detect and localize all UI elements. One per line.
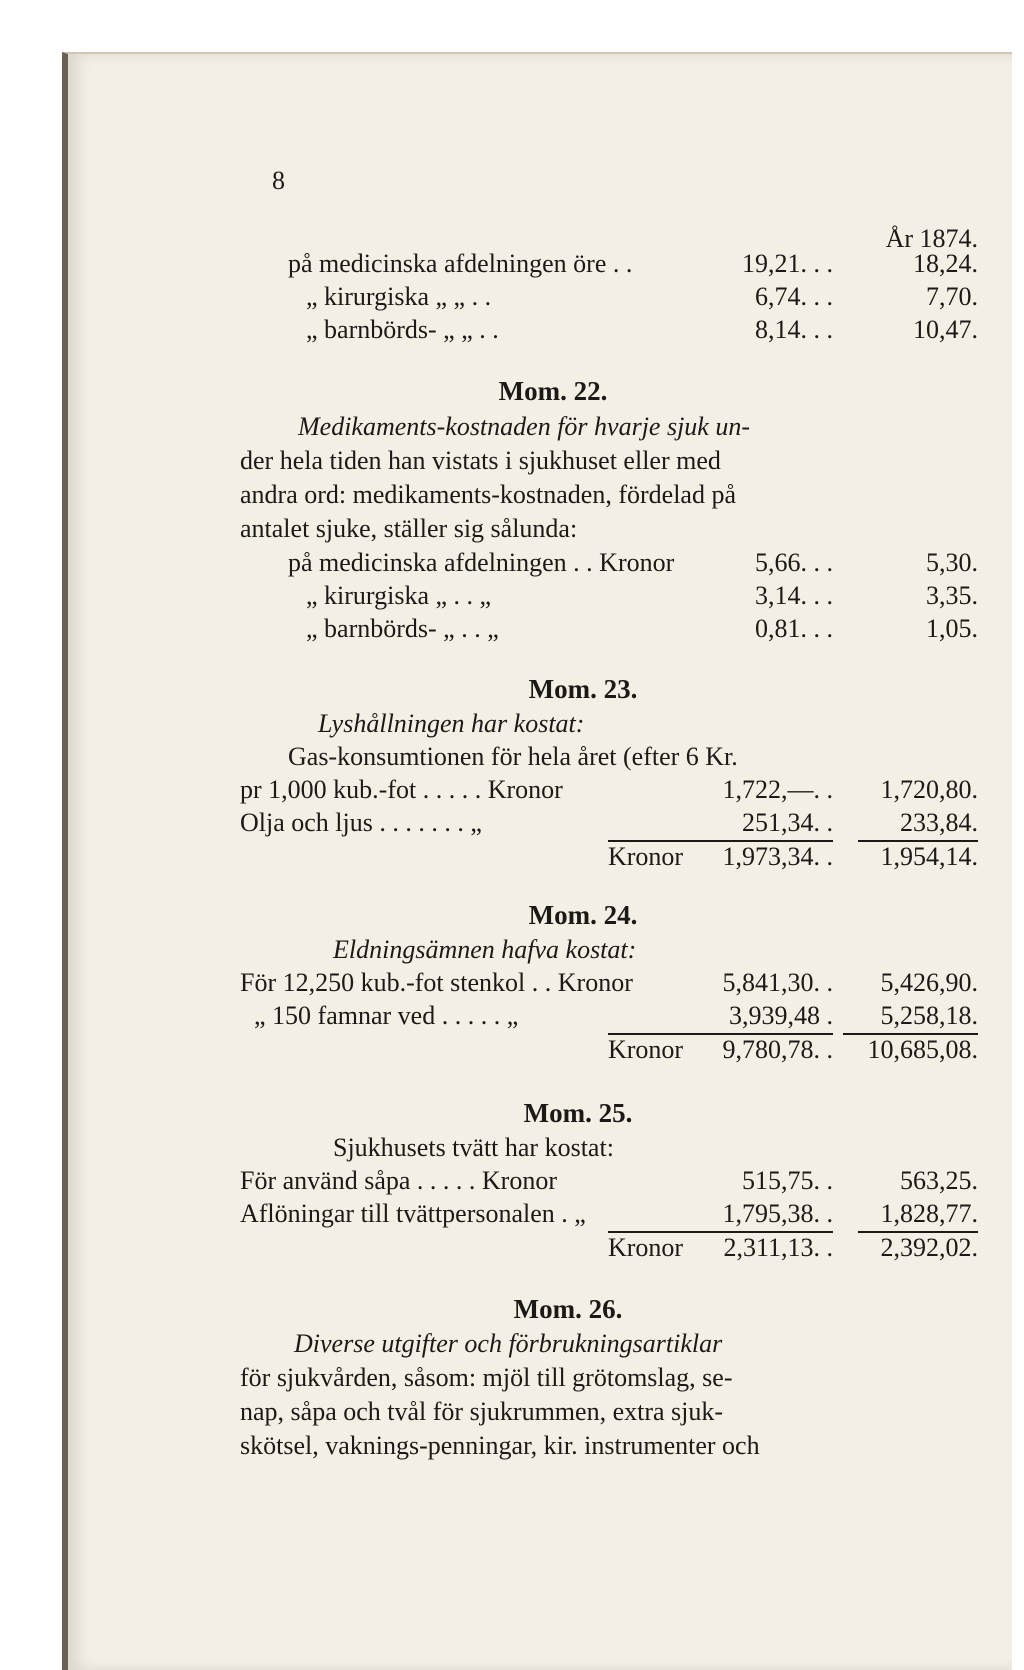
m25-row-v1: 515,75. .: [742, 1166, 833, 1195]
s1-row-v1: 19,21. . .: [742, 249, 833, 278]
s1-row-v2: 10,47.: [913, 315, 978, 344]
paragraph-line: Lyshållningen har kostat:: [318, 709, 585, 738]
paragraph-line: Medikaments-kostnaden för hvarje sjuk un-: [298, 412, 751, 441]
m23-row-v1: 1,722,—. .: [722, 775, 833, 804]
m22-row-v1: 0,81. . .: [755, 614, 833, 643]
paragraph-line: skötsel, vaknings-penningar, kir. instrumenter och: [240, 1431, 760, 1460]
paragraph-line: der hela tiden han vistats i sjukhuset eller med: [240, 446, 721, 475]
m23-row-v2: 1,720,80.: [880, 775, 978, 804]
m22-row-v1: 5,66. . .: [755, 548, 833, 577]
s1-row-v1: 8,14. . .: [755, 315, 833, 344]
m24-row-v2: 5,426,90.: [880, 968, 978, 997]
m23-row-label: Olja och ljus . . . . . . . „: [240, 808, 482, 837]
section-heading: Mom. 25.: [523, 1098, 633, 1128]
book-page: [62, 52, 1012, 1670]
s1-row-v1: 6,74. . .: [755, 282, 833, 311]
m24-total-v1: 9,780,78. .: [608, 1033, 833, 1065]
m24-row-v1: 3,939,48 .: [729, 1001, 833, 1030]
m24-total-v2: 10,685,08.: [843, 1033, 978, 1065]
m23-total-v1: 1,973,34. .: [608, 840, 833, 872]
m22-row-v2: 3,35.: [926, 581, 978, 610]
paragraph-line: nap, såpa och tvål för sjukrummen, extra sjuk-: [240, 1397, 724, 1426]
m23-row-v2: 233,84.: [900, 808, 978, 837]
m25-row-v2: 563,25.: [900, 1166, 978, 1195]
m25-total-v1: 2,311,13. .: [608, 1231, 833, 1263]
m23-row-label: pr 1,000 kub.-fot . . . . . Kronor: [240, 775, 563, 804]
m25-row-v1: 1,795,38. .: [722, 1199, 833, 1228]
m25-row-v2: 1,828,77.: [880, 1199, 978, 1228]
m24-row-label: „ 150 famnar ved . . . . . „: [254, 1001, 519, 1030]
paragraph-line: Sjukhusets tvätt har kostat:: [333, 1133, 614, 1162]
paragraph-line: Gas-konsumtionen för hela året (efter 6 Kr.: [288, 742, 738, 771]
m25-row-label: För använd såpa . . . . . Kronor: [240, 1166, 557, 1195]
m23-row-v1: 251,34. .: [742, 808, 833, 837]
s1-row-label: på medicinska afdelningen öre . .: [288, 249, 633, 278]
section-heading: Mom. 23.: [528, 674, 638, 704]
page-number: 8: [272, 166, 285, 195]
m22-row-label: „ barnbörds- „ . . „: [306, 614, 499, 643]
m22-row-v2: 5,30.: [926, 548, 978, 577]
s1-row-v2: 7,70.: [926, 282, 978, 311]
m24-row-v1: 5,841,30. .: [722, 968, 833, 997]
m22-row-v1: 3,14. . .: [755, 581, 833, 610]
s1-row-label: „ barnbörds- „ „ . .: [306, 315, 499, 344]
m24-row-v2: 5,258,18.: [880, 1001, 978, 1030]
m24-total-label: Kronor: [608, 1035, 684, 1064]
m22-row-label: „ kirurgiska „ . . „: [306, 581, 492, 610]
paragraph-line: Diverse utgifter och förbrukningsartiklar: [294, 1329, 723, 1358]
m23-total-label: Kronor: [608, 842, 684, 871]
m25-total-v2: 2,392,02.: [858, 1231, 978, 1263]
section-heading: Mom. 26.: [513, 1294, 623, 1324]
s1-row-v2: 18,24.: [913, 249, 978, 278]
m25-row-label: Aflöningar till tvättpersonalen . „: [240, 1199, 586, 1228]
m25-total-label: Kronor: [608, 1233, 684, 1262]
section-heading: Mom. 24.: [528, 900, 638, 930]
m23-total-v2: 1,954,14.: [858, 840, 978, 872]
year-header: År 1874.: [885, 224, 978, 253]
section-heading: Mom. 22.: [498, 376, 608, 406]
paragraph-line: antalet sjuke, ställer sig sålunda:: [240, 514, 578, 543]
paragraph-line: andra ord: medikaments-kostnaden, fördelad på: [240, 480, 736, 509]
m22-row-v2: 1,05.: [926, 614, 978, 643]
m24-row-label: För 12,250 kub.-fot stenkol . . Kronor: [240, 968, 633, 997]
s1-row-label: „ kirurgiska „ „ . .: [306, 282, 492, 311]
paragraph-line: Eldningsämnen hafva kostat:: [333, 935, 637, 964]
paragraph-line: för sjukvården, såsom: mjöl till grötomslag, se-: [240, 1363, 733, 1392]
m22-row-label: på medicinska afdelningen . . Kronor: [288, 548, 675, 577]
